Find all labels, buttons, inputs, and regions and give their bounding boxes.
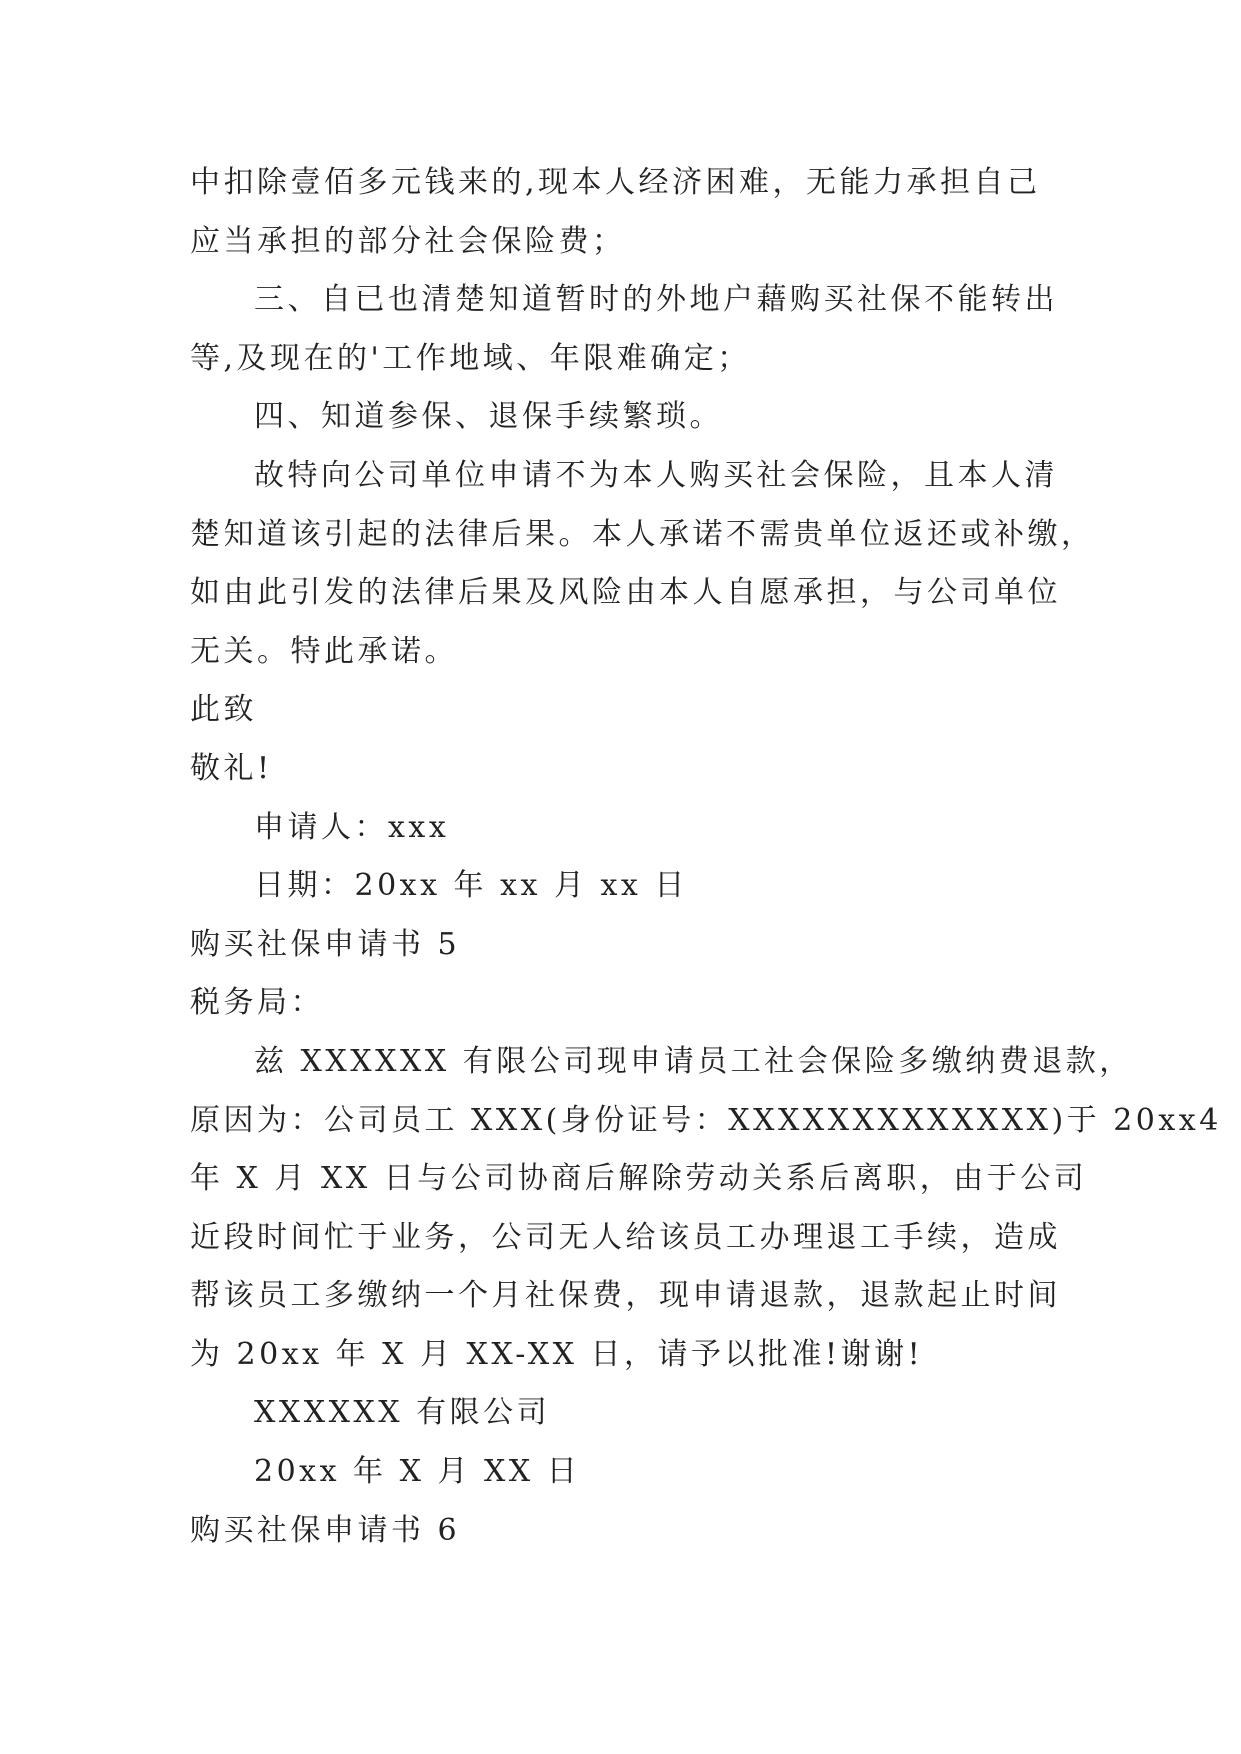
text-line: 原因为：公司员工 XXX(身份证号：XXXXXXXXXXXXX)于 20xx4: [190, 1102, 1222, 1138]
text-line: 无关。特此承诺。: [190, 633, 458, 669]
section-heading: 购买社保申请书 6: [190, 1512, 461, 1548]
text-line: 应当承担的部分社会保险费；: [190, 223, 626, 259]
salutation-line: 敬礼!: [190, 750, 273, 786]
text-line: 为 20xx 年 X 月 XX-XX 日，请予以批准!谢谢!: [190, 1336, 924, 1372]
text-line: 四、知道参保、退保手续繁琐。: [254, 399, 723, 435]
text-line: 如由此引发的法律后果及风险由本人自愿承担，与公司单位: [190, 575, 1061, 611]
text-line: 三、自已也清楚知道暂时的外地户藉购买社保不能转出: [254, 282, 1058, 318]
text-line: 兹 XXXXXX 有限公司现申请员工社会保险多缴纳费退款，: [254, 1043, 1133, 1079]
document-body: [190, 154, 1222, 1560]
text-line: 故特向公司单位申请不为本人购买社会保险，且本人清: [254, 457, 1058, 493]
section-heading: 购买社保申请书 5: [190, 926, 461, 962]
text-line: 中扣除壹佰多元钱来的,现本人经济困难，无能力承担自己: [190, 165, 1041, 200]
applicant-line: 申请人：xxx: [254, 809, 450, 845]
text-line: 等,及现在的'工作地域、年限难确定；: [190, 340, 751, 376]
text-line: 楚知道该引起的法律后果。本人承诺不需贵单位返还或补缴，: [190, 516, 1095, 552]
text-line: 年 X 月 XX 日与公司协商后解除劳动关系后离职，由于公司: [190, 1161, 1088, 1197]
salutation-line: 此致: [190, 692, 257, 728]
text-line: 近段时间忙于业务，公司无人给该员工办理退工手续，造成: [190, 1219, 1061, 1255]
date-line: 日期：20xx 年 xx 月 xx 日: [254, 868, 688, 904]
recipient-line: 税务局：: [190, 985, 324, 1021]
text-line: 帮该员工多缴纳一个月社保费，现申请退款，退款起止时间: [190, 1278, 1061, 1314]
company-signature-line: XXXXXX 有限公司: [254, 1395, 551, 1431]
date-line: 20xx 年 X 月 XX 日: [254, 1454, 581, 1490]
